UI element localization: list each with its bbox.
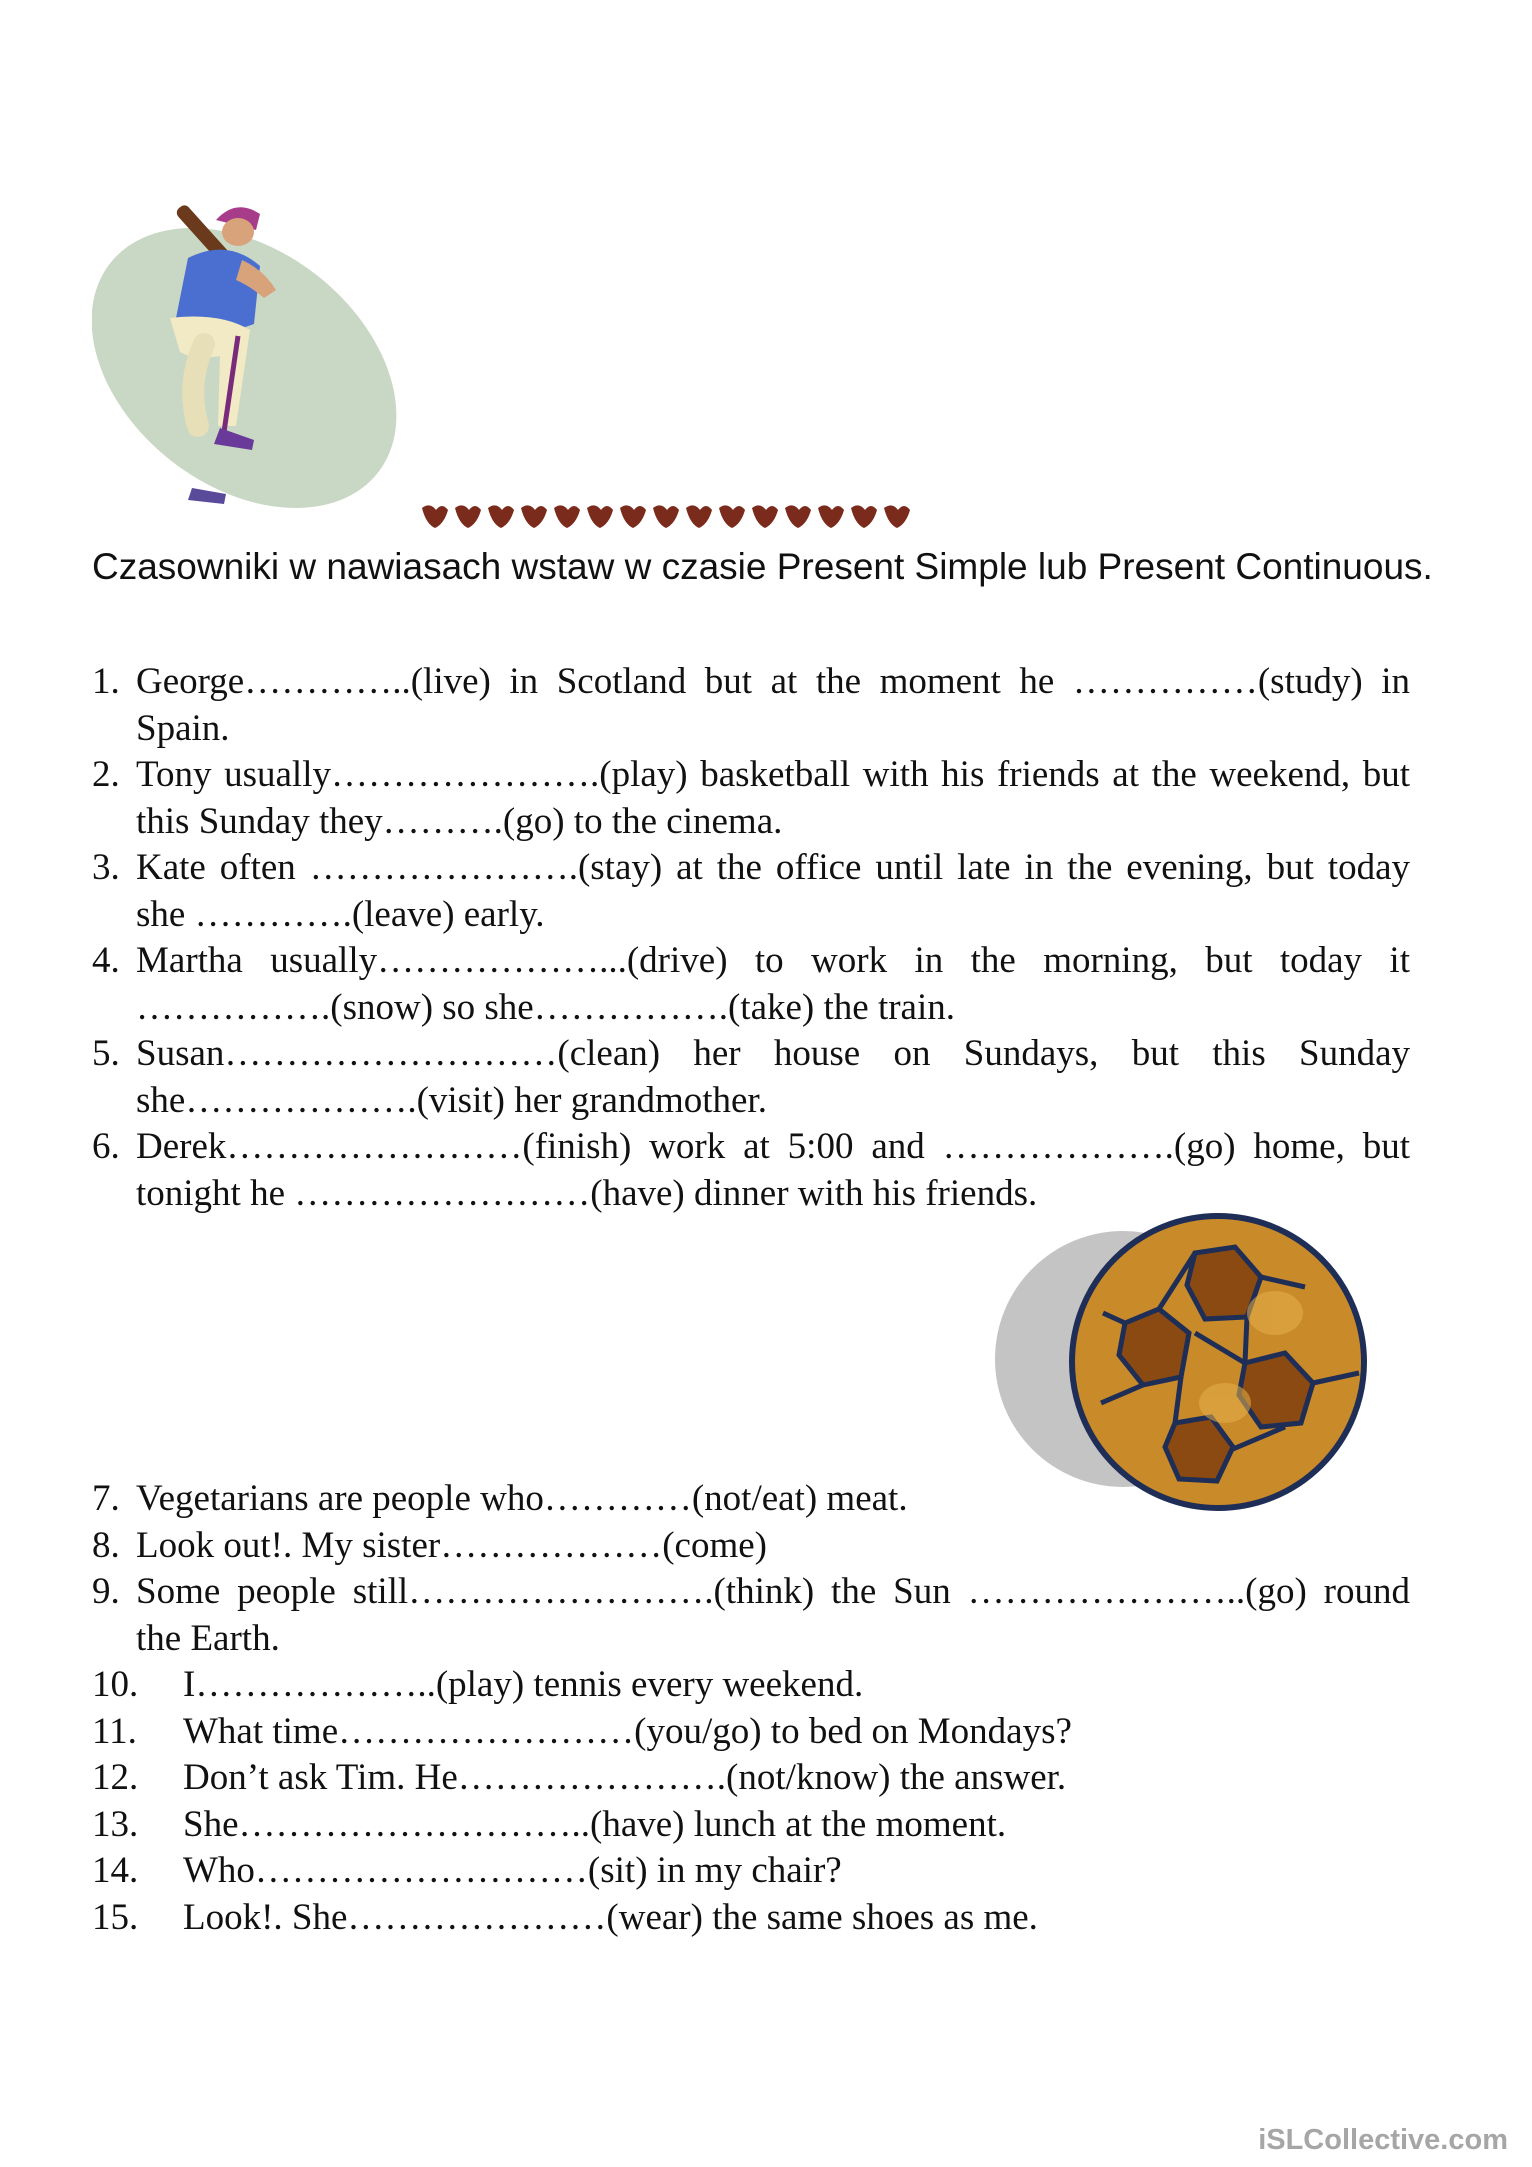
batter-head xyxy=(222,218,254,246)
exercise-text: George…………..(live) in Scotland but at the moment he ……………(study) in Spain. xyxy=(136,661,1410,749)
exercise-number: 15. xyxy=(92,1896,139,1938)
exercise-text: Look!. She…………………(wear) the same shoes as me. xyxy=(183,1896,1038,1938)
exercise-text: Martha usually………………...(drive) to work in the morning, but today it …………….(snow) so she…………….(take) the train. xyxy=(136,940,1410,1028)
exercise-number: 12. xyxy=(92,1757,139,1798)
exercise-number: 3. xyxy=(92,847,120,888)
exercise-number: 6. xyxy=(92,1126,120,1167)
exercise-list-part1 xyxy=(92,659,1410,1217)
exercise-text: Vegetarians are people who…………(not/eat) meat. xyxy=(136,1478,908,1519)
exercise-number: 2. xyxy=(92,754,120,795)
exercise-number: 11. xyxy=(92,1710,137,1752)
exercise-number: 8. xyxy=(92,1524,120,1566)
watermark: iSLCollective.com xyxy=(1258,2124,1508,2156)
exercise-item xyxy=(92,1031,1410,1124)
exercise-item xyxy=(92,1848,1410,1895)
exercise-text: Some people still…………………….(think) the Sun …………………..(go) round the Earth. xyxy=(136,1571,1410,1659)
leaf-ornament-row xyxy=(410,500,910,530)
exercise-number: 1. xyxy=(92,661,120,702)
exercise-item xyxy=(92,1569,1410,1662)
exercise-item xyxy=(92,1895,1410,1942)
exercise-item xyxy=(92,1662,1410,1709)
exercise-number: 9. xyxy=(92,1571,120,1612)
exercise-item xyxy=(92,1523,1410,1570)
exercise-text: Don’t ask Tim. He………………….(not/know) the answer. xyxy=(183,1757,1067,1798)
exercise-number: 4. xyxy=(92,940,120,981)
exercise-number: 5. xyxy=(92,1033,120,1074)
exercise-text: Look out!. My sister………………(come) xyxy=(136,1524,767,1566)
exercise-item xyxy=(92,1755,1410,1802)
exercise-item xyxy=(92,659,1410,752)
exercise-item xyxy=(92,1709,1410,1756)
exercise-text: Tony usually………………….(play) basketball with his friends at the weekend, but this Sunday they……….(go) to the cinema. xyxy=(136,754,1410,842)
instructions-text: Czasowniki w nawiasach wstaw w czasie Present Simple lub Present Continuous. xyxy=(92,546,1433,587)
exercise-text: What time……………………(you/go) to bed on Mondays? xyxy=(183,1710,1072,1752)
exercise-text: Kate often ………………….(stay) at the office until late in the evening, but today she ………….(leave) early. xyxy=(136,847,1410,935)
exercise-number: 7. xyxy=(92,1478,120,1519)
exercise-text: Derek……………………(finish) work at 5:00 and ……………….(go) home, but tonight he ……………………(have) dinner with his friends. xyxy=(136,1126,1410,1214)
exercise-item xyxy=(92,1124,1410,1217)
exercise-text: I………………..(play) tennis every weekend. xyxy=(183,1664,864,1705)
exercise-number: 14. xyxy=(92,1850,139,1891)
exercise-text: Who………………………(sit) in my chair? xyxy=(183,1850,842,1891)
exercise-item xyxy=(92,845,1410,938)
exercise-item xyxy=(92,1802,1410,1849)
exercise-item xyxy=(92,752,1410,845)
exercise-list-part2 xyxy=(92,1476,1410,1941)
exercise-text: Susan………………………(clean) her house on Sundays, but this Sunday she……………….(visit) her grandmother. xyxy=(136,1033,1410,1121)
soccer-ball-illustration xyxy=(995,1213,1367,1515)
exercise-item xyxy=(92,1476,1410,1523)
exercise-number: 10. xyxy=(92,1664,139,1705)
baseball-batter-illustration xyxy=(92,188,410,526)
exercise-text: She………………………..(have) lunch at the moment. xyxy=(183,1803,1007,1845)
exercise-item xyxy=(92,938,1410,1031)
exercise-number: 13. xyxy=(92,1803,139,1845)
